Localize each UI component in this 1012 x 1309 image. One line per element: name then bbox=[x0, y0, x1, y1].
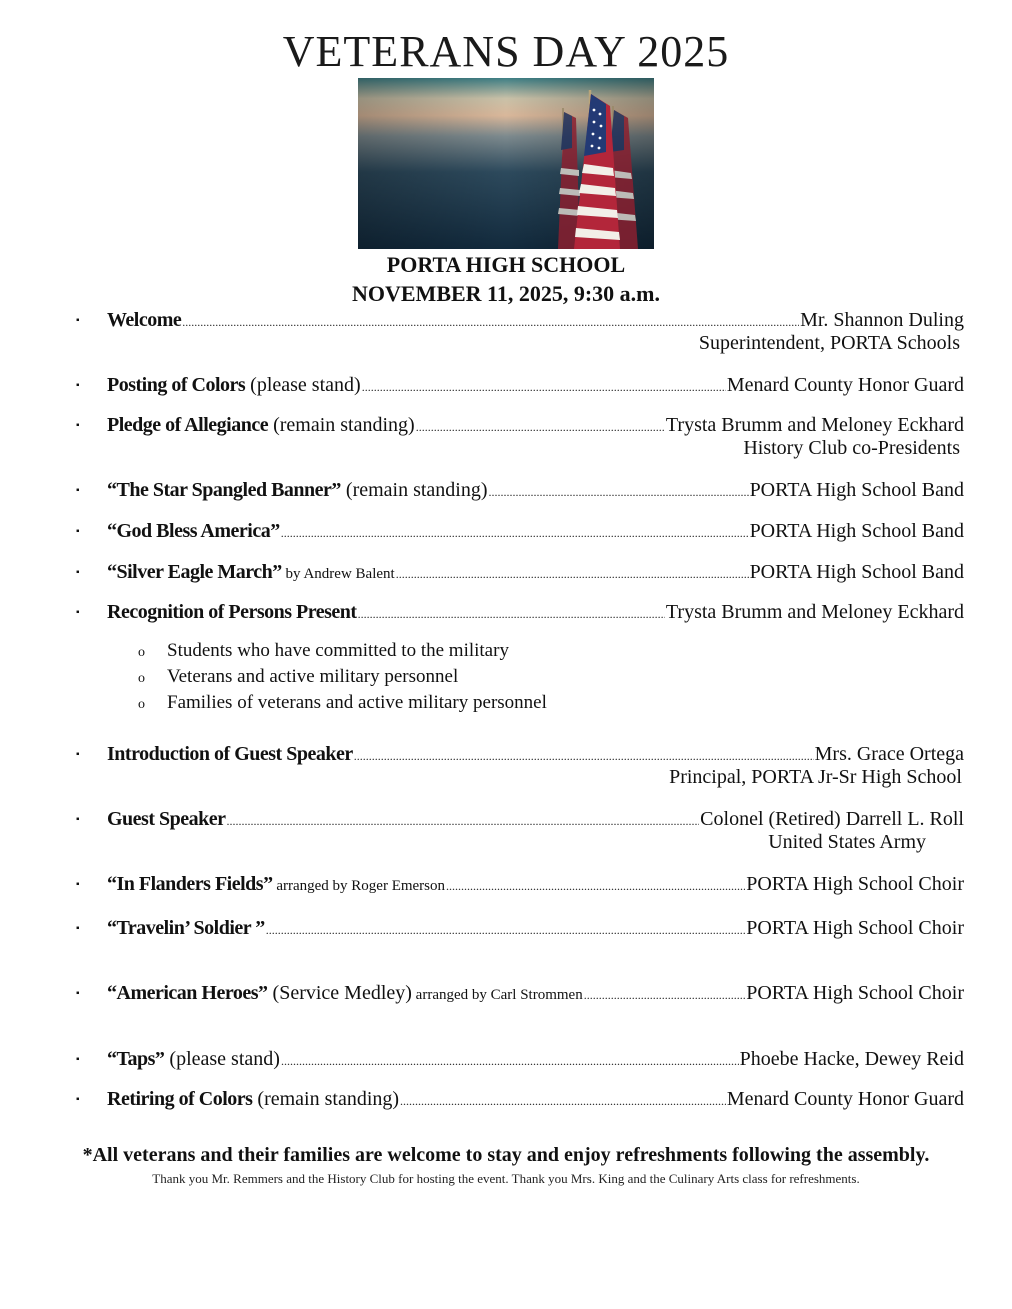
dot-leader bbox=[281, 1054, 739, 1069]
program-title: Introduction of Guest Speaker bbox=[107, 743, 353, 765]
program-item-star-spangled-banner bbox=[76, 479, 964, 502]
program-item-travelin-soldier bbox=[76, 917, 964, 940]
program-title: “American Heroes” bbox=[107, 982, 268, 1004]
bullet-icon: ▪ bbox=[76, 485, 80, 496]
program-presenter: Trysta Brumm and Meloney Eckhard bbox=[665, 601, 964, 623]
dot-leader bbox=[489, 485, 749, 500]
program-note-small: arranged by Carl Strommen bbox=[411, 987, 583, 1003]
bullet-icon: ▪ bbox=[76, 749, 80, 760]
program-presenter: PORTA High School Band bbox=[749, 561, 964, 583]
dot-leader bbox=[266, 923, 745, 938]
dot-leader bbox=[354, 749, 814, 764]
program-presenter: PORTA High School Choir bbox=[746, 873, 964, 895]
page-title: VETERANS DAY 2025 bbox=[282, 27, 730, 76]
program-item-taps bbox=[76, 1048, 964, 1071]
dot-leader bbox=[358, 607, 665, 622]
program-item-pledge bbox=[76, 414, 964, 460]
program-title: “God Bless America” bbox=[107, 520, 280, 542]
program-item-american-heroes bbox=[76, 982, 964, 1005]
list-item: o Families of veterans and active military personnel bbox=[138, 692, 547, 713]
program-title: Pledge of Allegiance bbox=[107, 414, 269, 436]
bullet-icon: ▪ bbox=[76, 526, 80, 537]
program-presenter-title: History Club co-Presidents bbox=[743, 437, 960, 459]
program-title: Welcome bbox=[107, 309, 182, 331]
dot-leader bbox=[362, 380, 726, 395]
sub-bullet-icon: o bbox=[138, 697, 145, 712]
bullet-icon: ▪ bbox=[76, 315, 80, 326]
program-title: Recognition of Persons Present bbox=[107, 601, 357, 623]
dot-leader bbox=[281, 526, 749, 541]
bullet-icon: ▪ bbox=[76, 420, 80, 431]
dot-leader bbox=[396, 567, 749, 582]
dot-leader bbox=[584, 988, 746, 1003]
american-flags-image bbox=[358, 78, 654, 249]
bullet-icon: ▪ bbox=[76, 567, 80, 578]
bullet-icon: ▪ bbox=[76, 1054, 80, 1065]
program-note: (please stand) bbox=[245, 374, 361, 396]
program-item-posting-colors bbox=[76, 374, 964, 397]
program-title: “Taps” bbox=[107, 1048, 165, 1070]
dot-leader bbox=[400, 1094, 726, 1109]
program-presenter: PORTA High School Choir bbox=[746, 917, 964, 939]
program-item-in-flanders-fields bbox=[76, 873, 964, 896]
footer-thanks: Thank you Mr. Remmers and the History Club for hosting the event. Thank you Mrs. King and the Culinary Arts class for refreshments. bbox=[152, 1171, 860, 1186]
list-item: o Students who have committed to the military bbox=[138, 640, 509, 661]
dot-leader bbox=[416, 420, 665, 435]
program-note: (remain standing) bbox=[252, 1088, 400, 1110]
program-presenter: Mr. Shannon Duling bbox=[800, 309, 964, 331]
program-title: Posting of Colors bbox=[107, 374, 246, 396]
bullet-icon: ▪ bbox=[76, 988, 80, 999]
program-presenter: Colonel (Retired) Darrell L. Roll bbox=[700, 808, 964, 830]
school-name: PORTA HIGH SCHOOL bbox=[386, 252, 626, 277]
program-item-welcome bbox=[76, 309, 964, 355]
sub-bullet-icon: o bbox=[138, 645, 145, 660]
program-item-recognition bbox=[76, 601, 964, 624]
program-note: (please stand) bbox=[164, 1048, 280, 1070]
program-note: arranged by Roger Emerson bbox=[272, 878, 446, 894]
program-item-guest-speaker bbox=[76, 808, 964, 854]
program-presenter-title: United States Army bbox=[768, 831, 926, 853]
program-title: “The Star Spangled Banner” bbox=[107, 479, 341, 501]
program-presenter: Menard County Honor Guard bbox=[726, 1088, 964, 1110]
program-presenter: Menard County Honor Guard bbox=[726, 374, 964, 396]
dot-leader bbox=[446, 879, 745, 894]
program-presenter: Mrs. Grace Ortega bbox=[814, 743, 964, 765]
bullet-icon: ▪ bbox=[76, 380, 80, 391]
dot-leader bbox=[182, 315, 799, 330]
bullet-icon: ▪ bbox=[76, 814, 80, 825]
program-note: (remain standing) bbox=[340, 479, 488, 501]
program-presenter: PORTA High School Band bbox=[749, 520, 964, 542]
program-note: (Service Medley) bbox=[267, 982, 412, 1004]
program-presenter: Trysta Brumm and Meloney Eckhard bbox=[665, 414, 964, 436]
bullet-icon: ▪ bbox=[76, 879, 80, 890]
program-item-introduction-guest-speaker bbox=[76, 743, 964, 789]
recognition-list bbox=[138, 640, 547, 718]
program-item-retiring-colors bbox=[76, 1088, 964, 1111]
program-title: “Silver Eagle March” bbox=[107, 561, 282, 583]
program-presenter-title: Principal, PORTA Jr-Sr High School bbox=[669, 766, 962, 788]
dot-leader bbox=[227, 814, 700, 829]
program-presenter: Phoebe Hacke, Dewey Reid bbox=[739, 1048, 964, 1070]
program-item-silver-eagle-march bbox=[76, 561, 964, 584]
program-title: “Travelin’ Soldier ” bbox=[107, 917, 265, 939]
program-note: (remain standing) bbox=[268, 414, 415, 436]
sub-bullet-icon: o bbox=[138, 671, 145, 686]
program-note: by Andrew Balent bbox=[281, 566, 395, 582]
program-presenter: PORTA High School Band bbox=[749, 479, 964, 501]
bullet-icon: ▪ bbox=[76, 607, 80, 618]
program-presenter: PORTA High School Choir bbox=[746, 982, 964, 1004]
list-item: o Veterans and active military personnel bbox=[138, 666, 459, 687]
program-presenter-title: Superintendent, PORTA Schools bbox=[698, 332, 960, 354]
bullet-icon: ▪ bbox=[76, 923, 80, 934]
program-title: Retiring of Colors bbox=[107, 1088, 253, 1110]
program-title: “In Flanders Fields” bbox=[107, 873, 273, 895]
footer-announcement: *All veterans and their families are welcome to stay and enjoy refreshments following the assembly. bbox=[82, 1144, 930, 1166]
event-date: NOVEMBER 11, 2025, 9:30 a.m. bbox=[352, 281, 660, 306]
program-item-god-bless-america bbox=[76, 520, 964, 543]
program-title: Guest Speaker bbox=[107, 808, 226, 830]
bullet-icon: ▪ bbox=[76, 1094, 80, 1105]
